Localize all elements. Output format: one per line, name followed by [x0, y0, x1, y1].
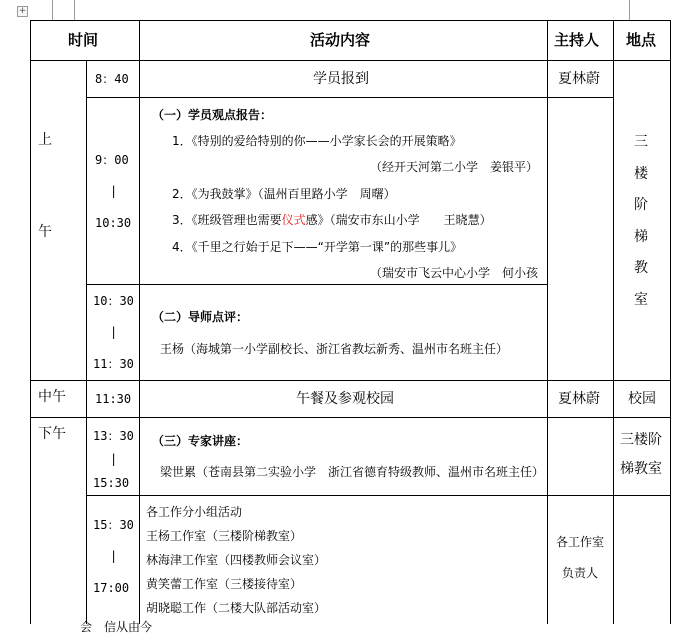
ruler-guide	[629, 0, 630, 20]
location-char: 教	[634, 260, 648, 276]
header-time: 时间	[68, 31, 99, 49]
row2-item2: 2．《为我鼓掌》（温州百里路小学 周曙）	[172, 187, 396, 201]
location-char: 室	[634, 291, 648, 308]
row3-time-end: 11：30	[93, 357, 134, 371]
row2-time-sep: |	[110, 184, 118, 198]
row5-location-line2: 梯教室	[620, 461, 662, 477]
row4-location: 校园	[628, 391, 656, 407]
row6-host-line2: 负责人	[562, 566, 599, 580]
period-morning-1: 上	[38, 132, 52, 148]
row6-line: 王杨工作室（三楼阶梯教室）	[146, 529, 303, 543]
location-char: 楼	[634, 165, 648, 182]
row2-item3	[172, 212, 492, 228]
row5-heading: （三）专家讲座：	[152, 434, 249, 448]
morning-location	[631, 127, 651, 316]
row1-time: 8：40	[95, 72, 129, 86]
ruler-guide	[74, 0, 75, 20]
location-char: 三	[634, 134, 648, 150]
footer-fragment: 会 信从由今	[80, 620, 153, 634]
row2-item3-red: 仪式	[281, 213, 306, 227]
period-morning-2: 午	[38, 224, 52, 240]
row2-item3-part1: 3．《班级管理也需要	[172, 213, 282, 227]
period-afternoon: 下午	[38, 426, 66, 442]
location-char: 阶	[634, 197, 648, 213]
row1-host: 夏林蔚	[558, 71, 600, 87]
row2-item4: 4．《千里之行始于足下——“开学第一课”的那些事儿》	[172, 240, 463, 254]
row5-time-end: 15:30	[93, 476, 130, 490]
row3-heading: （二）导师点评：	[152, 310, 249, 324]
row5-time-start: 13：30	[93, 429, 134, 443]
row5-detail: 梁世累（苍南县第二实验小学 浙江省德育特级教师、温州市名班主任）	[160, 465, 545, 479]
row4-host: 夏林蔚	[558, 391, 600, 407]
row2-item1: 1．《特别的爱给特别的你——小学家长会的开展策略》	[172, 134, 462, 148]
row4-content: 午餐及参观校园	[296, 391, 394, 407]
row5-location-line1: 三楼阶	[620, 432, 662, 448]
header-content: 活动内容	[310, 31, 371, 49]
ruler-guide	[52, 0, 53, 20]
period-noon: 中午	[38, 389, 66, 405]
row6-line: 林海津工作室（四楼教师会议室）	[146, 553, 327, 567]
row2-time-start: 9：00	[95, 153, 129, 167]
row6-line: 各工作分小组活动	[146, 505, 243, 519]
row2-heading: （一）学员观点报告：	[152, 108, 273, 122]
table-move-handle-icon[interactable]: +	[18, 6, 27, 16]
row6-host-line1: 各工作室	[556, 535, 605, 549]
row6-line: 黄笑蕾工作室（三楼接待室）	[146, 577, 303, 591]
row2-item3-part2: 感》（瑞安市东山小学 王晓慧）	[305, 213, 492, 227]
row4-time: 11:30	[95, 392, 132, 406]
row6-time-end: 17:00	[93, 581, 130, 595]
row6-time-start: 15：30	[93, 518, 134, 532]
row2-item4-source: （瑞安市飞云中心小学 何小孩	[370, 266, 539, 280]
row2-item1-source: （经开天河第二小学 姜银平）	[370, 160, 539, 174]
location-char: 梯	[634, 228, 648, 245]
row6-time-sep: |	[110, 549, 118, 563]
row2-time-end: 10:30	[95, 216, 132, 230]
row3-time-sep: |	[110, 325, 118, 339]
header-host: 主持人	[554, 31, 600, 49]
row6-line: 胡晓聪工作（二楼大队部活动室）	[146, 601, 327, 615]
row1-content: 学员报到	[313, 71, 369, 87]
header-location: 地点	[626, 31, 657, 49]
row3-detail: 王杨（海城第一小学副校长、浙江省教坛新秀、温州市名班主任）	[160, 342, 509, 356]
row5-time-sep: |	[110, 452, 118, 466]
row3-time-start: 10：30	[93, 294, 134, 308]
